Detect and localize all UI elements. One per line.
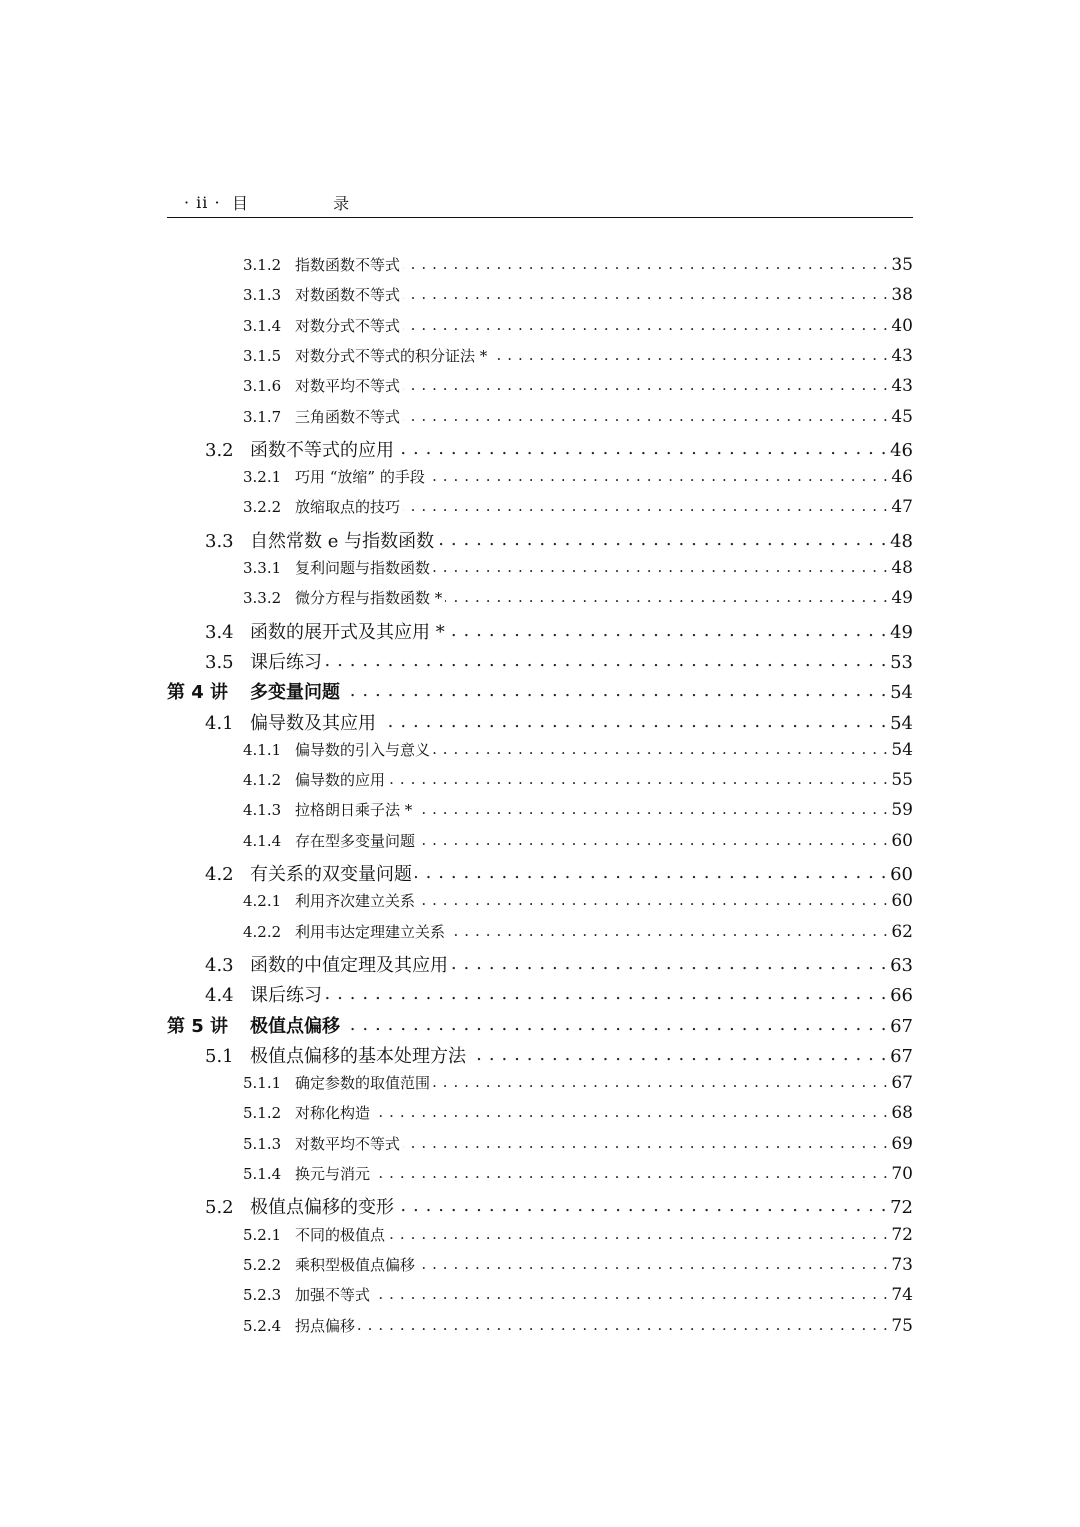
toc-entry-number: 第 5 讲 [167,1015,229,1037]
toc-entry-page-number: 73 [891,1254,913,1275]
toc-entry-title: 课后练习 [250,985,322,1007]
toc-entry-number: 3.5 [205,651,234,673]
toc-entry-level-3[interactable] [243,345,913,366]
toc-leader-dots [418,831,888,846]
toc-entry-number: 3.3 [205,530,234,552]
toc-leader-dots [397,1195,887,1213]
toc-entry-number: 3.1.2 [243,256,282,274]
toc-entry-title: 极值点偏移的基本处理方法 [250,1045,466,1067]
toc-leader-dots [418,891,888,906]
toc-entry-number: 5.2.3 [243,1286,282,1305]
toc-leader-dots [448,620,887,638]
toc-leader-dots [388,770,888,785]
toc-leader-dots [397,438,887,456]
toc-entry-page-number: 49 [891,588,913,609]
toc-entry-level-3[interactable] [243,1284,913,1305]
toc-entry-number: 3.2.1 [243,468,282,487]
toc-entry-page-number: 53 [890,651,913,673]
toc-entry-title: 拉格朗日乘子法 * [295,801,413,820]
toc-entry-title: 对数平均不等式 [295,1134,401,1153]
toc-entry-page-number: 48 [890,530,913,552]
toc-entry-page-number: 43 [891,376,913,397]
toc-leader-dots [373,1103,888,1118]
toc-entry-number: 3.1.4 [243,316,282,335]
toc-entry-page-number: 35 [891,255,913,275]
toc-entry-number: 5.2.4 [243,1316,282,1335]
toc-entry-page-number: 72 [891,1224,913,1245]
toc-entry-title: 有关系的双变量问题 [250,864,412,885]
toc-entry-title: 偏导数及其应用 [250,712,376,734]
toc-entry-page-number: 70 [891,1164,913,1184]
toc-entry-page-number: 43 [891,345,913,366]
toc-entry-number: 5.2.2 [243,1255,282,1274]
toc-entry-page-number: 60 [891,891,913,912]
toc-entry-page-number: 63 [890,954,913,976]
toc-entry-title: 对称化构造 [295,1104,371,1123]
toc-entry-page-number: 38 [891,285,913,306]
toc-entry-page-number: 40 [891,315,913,336]
toc-entry-title: 函数不等式的应用 [250,439,394,461]
toc-entry-page-number: 74 [891,1285,913,1306]
toc-entry-title: 复利问题与指数函数 [295,559,431,577]
toc-entry-number: 4.1.4 [243,831,282,850]
toc-entry-page-number: 68 [891,1103,913,1124]
toc-entry-page-number: 62 [891,921,913,942]
toc-entry-level-3[interactable] [243,1224,913,1245]
toc-entry-level-2[interactable] [205,648,913,674]
toc-entry-level-1[interactable] [167,1012,913,1038]
toc-entry-level-3[interactable] [243,799,913,820]
toc-leader-dots [418,1255,888,1270]
toc-entry-page-number: 54 [890,712,913,734]
toc-entry-page-number: 49 [890,621,913,643]
toc-entry-level-1[interactable] [167,678,913,704]
toc-entry-number: 5.2.1 [243,1225,282,1244]
toc-leader-dots [403,316,888,331]
toc-entry-page-number: 59 [891,800,913,821]
toc-entry-level-3[interactable] [243,557,913,578]
toc-entry-level-3[interactable] [243,587,913,608]
toc-entry-number: 3.1.7 [243,407,282,426]
toc-entry-title: 利用韦达定理建立关系 [295,922,446,941]
toc-entry-title: 对数分式不等式 [295,316,401,335]
toc-entry-number: 5.1.2 [243,1104,282,1123]
toc-entry-title: 极值点偏移 [250,1015,340,1037]
toc-entry-title: 指数函数不等式 [295,256,401,274]
toc-entry-title: 不同的极值点 [295,1225,386,1244]
toc-entry-title: 存在型多变量问题 [295,831,416,850]
toc-entry-level-2[interactable] [205,436,913,462]
toc-entry-level-3[interactable] [243,921,913,942]
toc-entry-level-3[interactable] [243,1315,913,1336]
toc-entry-number: 4.1 [205,712,234,734]
toc-leader-dots [325,983,887,1001]
toc-leader-dots [403,407,888,422]
toc-entry-title: 函数的中值定理及其应用 [250,954,448,976]
toc-entry-level-2[interactable] [205,618,913,644]
toc-leader-dots [448,922,888,937]
toc-entry-level-3[interactable] [243,1072,913,1093]
toc-leader-dots [403,497,888,512]
toc-leader-dots [451,953,887,971]
toc-entry-level-2[interactable] [205,860,913,886]
toc-entry-title: 极值点偏移的变形 [250,1197,394,1219]
toc-entry-title: 利用齐次建立关系 [295,892,416,911]
toc-entry-title: 放缩取点的技巧 [295,498,401,517]
toc-entry-level-3[interactable] [243,406,913,427]
toc-entry-page-number: 47 [891,497,913,518]
toc-leader-dots [343,1014,887,1032]
toc-entry-page-number: 66 [890,985,913,1007]
toc-entry-number: 4.2 [205,864,234,885]
toc-entry-level-3[interactable] [243,315,913,336]
toc-entry-level-3[interactable] [243,1102,913,1123]
toc-entry-level-3[interactable] [243,890,913,911]
toc-entry-level-3[interactable] [243,375,913,396]
toc-leader-dots [490,346,888,361]
toc-entry-page-number: 55 [891,770,913,791]
toc-entry-number: 3.1.5 [243,346,282,365]
toc-entry-level-3[interactable] [243,1163,913,1184]
toc-entry-level-2[interactable] [205,951,913,977]
toc-leader-dots [437,529,887,547]
toc-entry-level-2[interactable] [205,1042,913,1068]
toc-leader-dots [325,650,887,668]
toc-entry-level-3[interactable] [243,830,913,851]
toc-entry-page-number: 46 [891,467,913,488]
toc-entry-title: 确定参数的取值范围 [295,1074,431,1093]
toc-entry-level-3[interactable] [243,1133,913,1154]
toc-leader-dots [373,1285,888,1300]
toc-leader-dots [415,862,887,880]
toc-entry-number: 3.2.2 [243,498,282,517]
toc-entry-title: 三角函数不等式 [295,407,401,426]
header-page-number: · ii · [184,193,221,212]
toc-leader-dots [343,680,887,698]
toc-entry-page-number: 54 [890,682,913,704]
toc-entry-title: 对数平均不等式 [295,377,401,396]
toc-entry-page-number: 46 [890,439,913,461]
toc-entry-title: 换元与消元 [295,1165,371,1183]
toc-entry-page-number: 67 [890,1045,913,1067]
toc-leader-dots [373,1164,888,1179]
toc-entry-number: 5.1 [205,1045,234,1067]
toc-entry-number: 4.1.3 [243,801,282,820]
toc-entry-level-3[interactable] [243,284,913,305]
toc-entry-page-number: 72 [890,1197,913,1219]
toc-leader-dots [403,285,888,300]
toc-entry-page-number: 54 [891,739,913,760]
toc-entry-title: 对数分式不等式的积分证法 * [295,346,488,365]
toc-entry-number: 3.1.3 [243,286,282,305]
toc-entry-page-number: 67 [890,1015,913,1037]
toc-entry-number: 3.4 [205,621,234,643]
toc-leader-dots [415,800,888,815]
toc-entry-page-number: 75 [891,1315,913,1336]
toc-entry-level-2[interactable] [205,1193,913,1219]
toc-entry-page-number: 60 [891,830,913,851]
toc-leader-dots [433,558,888,573]
toc-entry-level-3[interactable] [243,739,913,760]
toc-entry-number: 3.3.1 [243,559,282,577]
toc-entry-title: 巧用 “放缩” 的手段 [295,468,425,487]
toc-entry-level-2[interactable] [205,527,913,553]
toc-entry-page-number: 67 [891,1073,913,1094]
toc-entry-number: 5.1.1 [243,1074,282,1093]
toc-entry-page-number: 60 [890,864,913,885]
toc-entry-title: 偏导数的引入与意义 [295,740,431,759]
toc-entry-number: 3.3.2 [243,589,282,608]
toc-leader-dots [433,740,888,755]
toc-entry-number: 4.3 [205,954,234,976]
toc-entry-level-3[interactable] [243,769,913,790]
toc-leader-dots [403,376,888,391]
toc-entry-level-3[interactable] [243,1254,913,1275]
toc-entry-level-3[interactable] [243,496,913,517]
toc-entry-title: 拐点偏移 [295,1316,356,1335]
header-title: 目 录 [232,194,390,213]
toc-entry-number: 4.2.2 [243,922,282,941]
toc-entry-title: 课后练习 [250,651,322,673]
toc-entry-level-2[interactable] [205,981,913,1007]
toc-entry-page-number: 69 [891,1133,913,1154]
toc-entry-number: 第 4 讲 [167,682,229,704]
toc-leader-dots [358,1316,888,1331]
toc-entry-title: 加强不等式 [295,1286,371,1305]
toc-entry-title: 偏导数的应用 [295,771,386,790]
toc-leader-dots [433,1073,888,1088]
toc-leader-dots [445,588,888,603]
toc-entry-number: 4.2.1 [243,892,282,911]
toc-entry-number: 3.1.6 [243,377,282,396]
toc-entry-title: 乘积型极值点偏移 [295,1255,416,1274]
toc-entry-level-2[interactable] [205,709,913,735]
toc-entry-page-number: 45 [891,406,913,427]
toc-leader-dots [469,1044,887,1062]
toc-entry-number: 4.1.1 [243,740,282,759]
toc-leader-dots [403,1134,888,1149]
toc-entry-number: 4.1.2 [243,771,282,790]
toc-entry-title: 函数的展开式及其应用 * [250,621,445,643]
toc-entry-number: 5.1.3 [243,1134,282,1153]
toc-entry-title: 微分方程与指数函数 * [295,589,443,608]
toc-leader-dots [379,711,887,729]
toc-entry-level-3[interactable] [243,466,913,487]
toc-leader-dots [403,255,888,270]
toc-leader-dots [388,1225,888,1240]
toc-entry-number: 5.2 [205,1197,234,1219]
toc-entry-title: 多变量问题 [250,682,340,704]
toc-entry-number: 3.2 [205,439,234,461]
toc-entry-title: 自然常数 e 与指数函数 [250,530,435,552]
toc-entry-number: 5.1.4 [243,1165,282,1183]
toc-leader-dots [428,467,888,482]
toc-entry-title: 对数函数不等式 [295,286,401,305]
toc-entry-page-number: 48 [891,558,913,578]
toc-entry-number: 4.4 [205,985,234,1007]
toc-entry-level-3[interactable] [243,254,913,275]
